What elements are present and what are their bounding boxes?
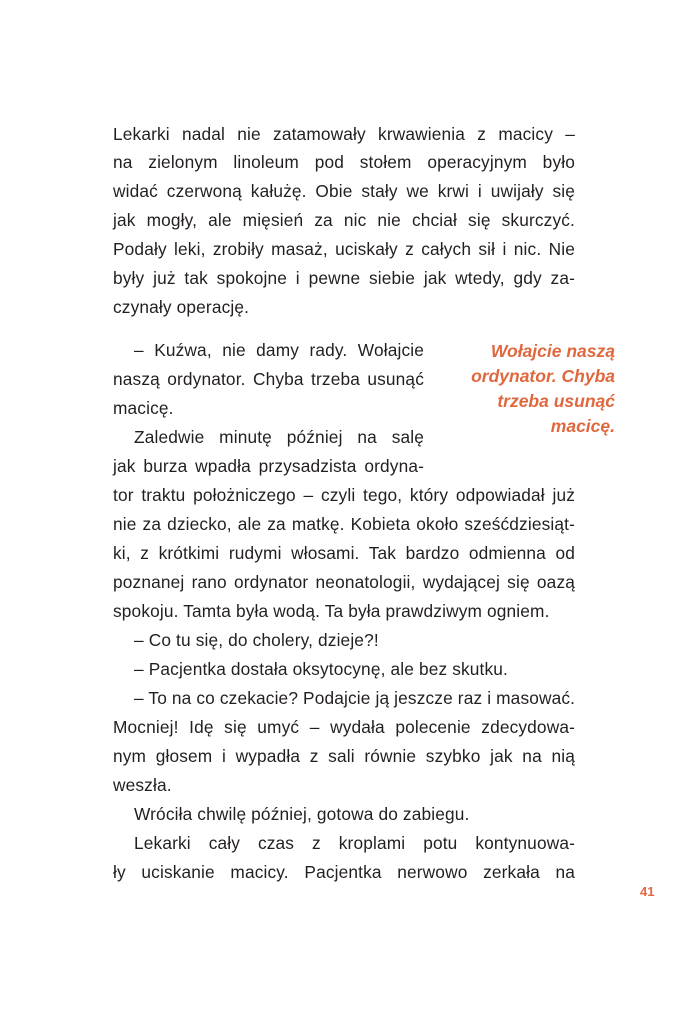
text-line: jak burza wpadła przysadzista ordyna- xyxy=(113,456,424,476)
text-line: Lekarki nadal nie zatamowały krwawienia z macicy – xyxy=(113,124,575,144)
text-line: tor traktu położniczego – czyli tego, który odpowiadał już xyxy=(113,485,575,505)
text-line: weszła. xyxy=(113,775,172,795)
text-line: ki, z krótkimi rudymi włosami. Tak bardzo odmienna od xyxy=(113,543,575,563)
text-line: były już tak spokojne i pewne siebie jak wtedy, gdy za- xyxy=(113,268,575,288)
text-line: Wróciła chwilę później, gotowa do zabiegu. xyxy=(134,804,470,824)
text-line: – To na co czekacie? Podajcie ją jeszcze raz i masować. xyxy=(134,688,576,708)
text-line: na zielonym linoleum pod stołem operacyjnym było xyxy=(113,152,575,172)
text-line: macicę. xyxy=(113,398,174,418)
page-number: 41 xyxy=(640,884,655,899)
text-line: – Co tu się, do cholery, dzieje?! xyxy=(134,630,379,650)
text-line: czynały operację. xyxy=(113,297,250,317)
text-line: Lekarki cały czas z kroplami potu kontynuowa- xyxy=(134,833,575,853)
text-line: naszą ordynator. Chyba trzeba usunąć xyxy=(113,369,424,389)
text-line: nie za dziecko, ale za matkę. Kobieta około sześćdziesiąt- xyxy=(113,514,575,534)
text-line: jak mogły, ale mięsień za nic nie chciał się skurczyć. xyxy=(113,210,575,230)
text-line: widać czerwoną kałużę. Obie stały we krwi i uwijały się xyxy=(113,181,575,201)
text-line: ły uciskanie macicy. Pacjentka nerwowo zerkała na xyxy=(113,862,575,882)
pull-quote-line: trzeba usunąć xyxy=(497,391,615,411)
pull-quote-line: ordynator. Chyba xyxy=(471,366,615,386)
text-line: – Kuźwa, nie damy rady. Wołajcie xyxy=(134,340,424,360)
text-line: poznanej rano ordynator neonatologii, wydającej się oazą xyxy=(113,572,575,592)
text-line: – Pacjentka dostała oksytocynę, ale bez skutku. xyxy=(134,659,509,679)
pull-quote-line: macicę. xyxy=(550,416,615,436)
text-line: spokoju. Tamta była wodą. Ta była prawdziwym ogniem. xyxy=(113,601,550,621)
text-line: Mocniej! Idę się umyć – wydała polecenie zdecydowa- xyxy=(113,717,575,737)
text-line: nym głosem i wypadła z sali równie szybko jak na nią xyxy=(113,746,575,766)
text-line: Podały leki, zrobiły masaż, uciskały z całych sił i nic. Nie xyxy=(113,239,575,259)
text-line: Zaledwie minutę później na salę xyxy=(134,427,424,447)
pull-quote-line: Wołajcie naszą xyxy=(490,341,615,361)
